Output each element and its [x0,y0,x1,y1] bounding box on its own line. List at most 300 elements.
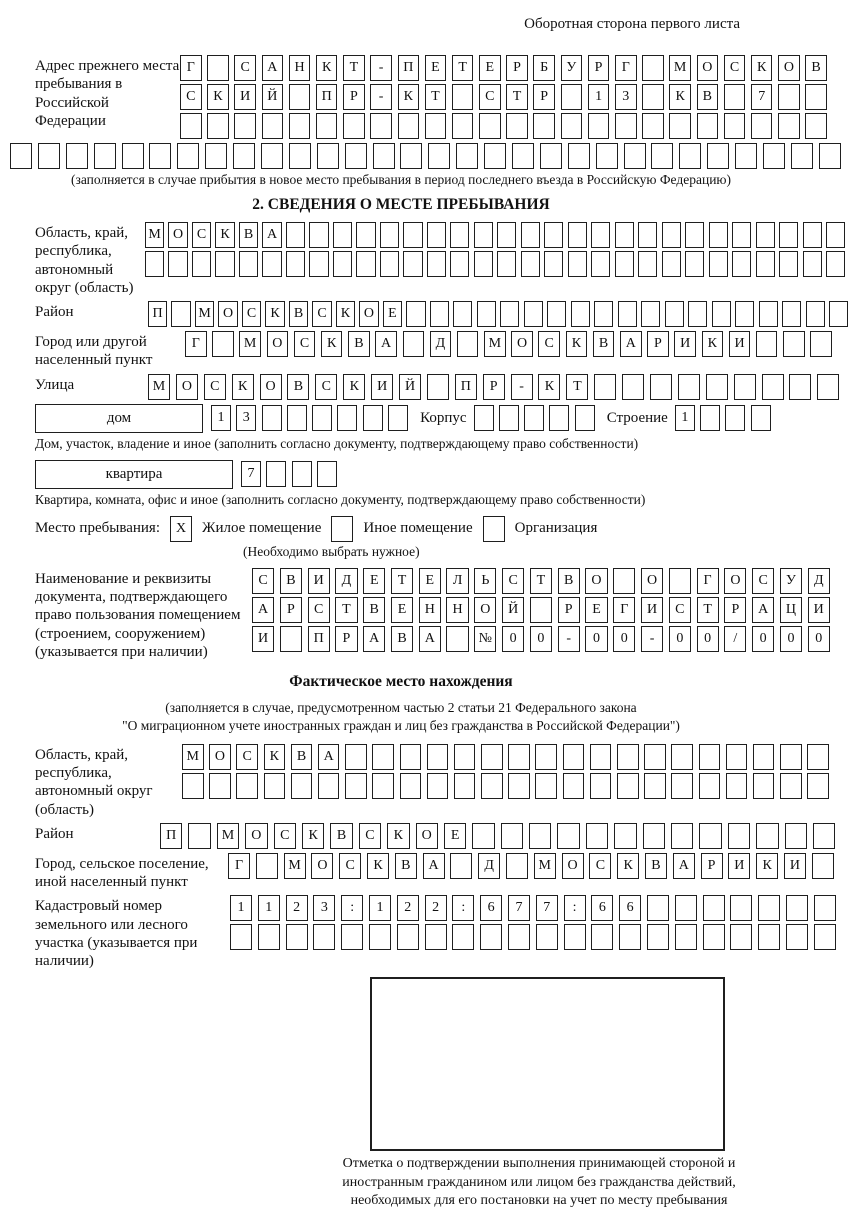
char-box: М [145,222,164,248]
char-box [756,251,775,277]
char-box [807,744,829,770]
char-box: И [808,597,830,623]
char-box: : [452,895,474,921]
char-box: 0 [502,626,524,652]
char-box: - [558,626,580,652]
char-box: О [585,568,607,594]
char-box [356,251,375,277]
region-3-label: Область, край, республика, автономный округ (область) [35,746,153,818]
char-box [678,374,700,400]
stay-type-label: Место пребывания: [35,520,160,537]
char-box: О [724,568,746,594]
char-box: С [502,568,524,594]
char-box [400,773,422,799]
char-box: В [239,222,258,248]
stay-type-line [35,516,792,542]
char-box: К [207,84,229,110]
char-box [356,222,375,248]
char-box [280,626,302,652]
char-row-cadastre-2 [230,924,836,950]
char-box: С [538,331,560,357]
char-box [309,222,328,248]
char-box: С [339,853,361,879]
char-box: Т [566,374,588,400]
char-box: А [262,222,281,248]
char-box: Р [506,55,528,81]
char-box: 0 [669,626,691,652]
char-box [397,924,419,950]
char-box: А [620,331,642,357]
char-box: О [778,55,800,81]
char-box [292,461,312,487]
char-box: М [195,301,214,327]
char-box: К [566,331,588,357]
char-box: М [239,331,261,357]
char-box [122,143,144,169]
char-box: : [564,895,586,921]
char-box: 2 [397,895,419,921]
char-row-region3-2 [182,773,829,799]
char-box: Т [506,84,528,110]
char-box: О [511,331,533,357]
section3-title: Фактическое место нахождения [289,673,513,691]
char-box: К [756,853,778,879]
char-box: Е [391,597,413,623]
char-box: 7 [536,895,558,921]
char-box: К [387,823,409,849]
char-box [671,744,693,770]
section3-note1: (заполняется в случае, предусмотренном частью 2 статьи 21 Федерального закона [165,700,637,716]
char-box: И [308,568,330,594]
char-box: Е [419,568,441,594]
char-box [205,143,227,169]
char-box [343,113,365,139]
char-box [403,331,425,357]
char-row-doc-2 [252,597,830,623]
char-box: Р [588,55,610,81]
char-box [521,251,540,277]
char-box: - [370,84,392,110]
header-note: Оборотная сторона первого листа [524,16,740,32]
char-box [506,853,528,879]
char-box [403,251,422,277]
char-box [341,924,363,950]
char-box [728,823,750,849]
char-box [590,744,612,770]
city-3-label: Город, сельское поселение, иной населенный пункт [35,855,209,891]
char-box [450,251,469,277]
char-box [316,113,338,139]
char-box [398,113,420,139]
char-box [309,251,328,277]
char-box [145,251,164,277]
char-box [266,461,286,487]
char-box [481,773,503,799]
checkbox-organization [483,516,505,542]
char-row-prev-3 [180,113,827,139]
char-box [642,113,664,139]
char-box: 3 [615,84,637,110]
char-box [192,251,211,277]
char-box [814,895,836,921]
char-box [446,626,468,652]
char-box [549,405,569,431]
char-box [501,823,523,849]
char-box: О [641,568,663,594]
char-box: К [367,853,389,879]
char-box: 6 [480,895,502,921]
char-box [557,823,579,849]
char-box [785,823,807,849]
field-prev-address [35,55,821,139]
char-box [233,143,255,169]
char-box: Н [446,597,468,623]
char-box [337,405,357,431]
section2-title: 2. СВЕДЕНИЯ О МЕСТЕ ПРЕБЫВАНИЯ [252,196,550,213]
district-label: Район [35,304,74,321]
char-box: Т [452,55,474,81]
char-box [524,301,543,327]
char-box [372,744,394,770]
char-box [177,143,199,169]
char-box [814,924,836,950]
char-box [591,251,610,277]
char-box [403,222,422,248]
char-box: А [363,626,385,652]
char-box [427,251,446,277]
char-box [563,773,585,799]
char-box: И [252,626,274,652]
char-box: П [398,55,420,81]
char-box [647,924,669,950]
char-box: А [673,853,695,879]
char-box [669,568,691,594]
char-box [38,143,60,169]
char-box: П [148,301,167,327]
char-box [406,301,425,327]
char-box [427,773,449,799]
char-box [807,773,829,799]
char-box: Е [383,301,402,327]
char-box: П [455,374,477,400]
char-box [66,143,88,169]
char-box [180,113,202,139]
char-box: В [391,626,413,652]
char-box [450,853,472,879]
char-box [544,222,563,248]
char-box: О [176,374,198,400]
char-box [286,924,308,950]
char-box [586,823,608,849]
char-box: С [204,374,226,400]
char-box [829,301,848,327]
char-box: В [558,568,580,594]
char-box [380,222,399,248]
apartment-label-box: квартира [35,460,233,489]
char-box: С [252,568,274,594]
field-district [35,301,792,327]
char-box [730,924,752,950]
char-box [474,405,494,431]
char-box: А [423,853,445,879]
char-box: А [375,331,397,357]
char-box [427,222,446,248]
char-box: А [252,597,274,623]
char-box: В [697,84,719,110]
char-box: В [363,597,385,623]
char-box [500,301,519,327]
char-box: Г [697,568,719,594]
char-box [763,143,785,169]
char-box: С [315,374,337,400]
district-3-label: Район [35,825,74,842]
char-box [425,924,447,950]
char-row-doc-1 [252,568,830,594]
char-box [699,773,721,799]
char-box [508,924,530,950]
char-box: Р [558,597,580,623]
char-box [286,251,305,277]
char-box [535,744,557,770]
char-box: М [669,55,691,81]
char-row-stroenie [675,405,771,431]
char-box: М [148,374,170,400]
char-box [618,301,637,327]
char-box: И [729,331,751,357]
char-box [535,773,557,799]
char-box [826,222,845,248]
char-box [699,744,721,770]
char-box: О [474,597,496,623]
char-box [533,113,555,139]
char-box [675,895,697,921]
char-box [730,895,752,921]
char-box: С [589,853,611,879]
char-box: В [287,374,309,400]
char-box [617,773,639,799]
document-label: Наименование и реквизиты документа, подтверждающего право пользования помещением (строением, сооружением) (указывается при наличии) [35,570,241,660]
char-box [647,895,669,921]
char-box: К [215,222,234,248]
char-box [345,773,367,799]
char-box: 0 [752,626,774,652]
char-box: 7 [241,461,261,487]
city-label: Город или другой населенный пункт [35,334,153,369]
char-box [803,251,822,277]
char-box: О [218,301,237,327]
char-box: 3 [313,895,335,921]
char-box: О [359,301,378,327]
char-box: 2 [286,895,308,921]
char-box: И [234,84,256,110]
char-box [521,222,540,248]
char-box: В [280,568,302,594]
char-box: О [168,222,187,248]
char-box: Н [289,55,311,81]
char-box: 1 [369,895,391,921]
char-box: Е [444,823,466,849]
char-box [453,301,472,327]
char-box: С [242,301,261,327]
char-box: Й [502,597,524,623]
house-label-box: дом [35,404,203,433]
char-box: У [780,568,802,594]
char-box: В [289,301,308,327]
char-box [262,251,281,277]
char-box: Т [343,55,365,81]
char-box [188,823,210,849]
char-box: О [209,744,231,770]
char-box [430,301,449,327]
char-box [669,113,691,139]
char-box [617,744,639,770]
char-box [707,143,729,169]
char-row-city [185,331,832,357]
char-box: О [562,853,584,879]
char-box [735,143,757,169]
char-box: К [302,823,324,849]
char-box [497,251,516,277]
char-box [149,143,171,169]
char-box [10,143,32,169]
char-box [575,405,595,431]
char-box [544,251,563,277]
char-box [286,222,305,248]
char-box [256,853,278,879]
char-box: И [641,597,663,623]
char-box: 0 [613,626,635,652]
char-box [735,301,754,327]
char-box: П [160,823,182,849]
char-box [497,222,516,248]
char-box: : [341,895,363,921]
char-box: С [308,597,330,623]
apartment-note: Квартира, комната, офис и иное (заполнить согласно документу, подтверждающему право собственности) [35,491,646,507]
char-box [751,113,773,139]
char-box: 1 [211,405,231,431]
char-box [778,113,800,139]
char-row-region-1 [145,222,845,248]
char-box [709,222,728,248]
char-box: Т [425,84,447,110]
char-box [373,143,395,169]
char-box: В [330,823,352,849]
char-box: 1 [588,84,610,110]
street-label: Улица [35,376,75,393]
char-box: Д [430,331,452,357]
char-box: К [617,853,639,879]
char-row-house [211,405,408,431]
char-box [706,374,728,400]
char-box [779,251,798,277]
char-box [619,924,641,950]
char-box [262,113,284,139]
char-row-prev-2 [180,84,827,110]
char-box [454,773,476,799]
char-box [732,251,751,277]
char-box [333,251,352,277]
char-box [642,55,664,81]
char-row-prev-4 [10,143,792,169]
char-box [182,773,204,799]
char-box [622,374,644,400]
char-box [563,744,585,770]
char-box [236,773,258,799]
char-box [703,895,725,921]
char-box [759,301,778,327]
char-box [264,773,286,799]
char-box [615,113,637,139]
char-box: Н [419,597,441,623]
char-box: В [291,744,313,770]
char-box [363,405,383,431]
char-box [512,143,534,169]
char-box: К [751,55,773,81]
char-box [454,744,476,770]
char-box [786,895,808,921]
char-box [789,374,811,400]
char-box: П [308,626,330,652]
char-box: А [318,744,340,770]
char-box: Ь [474,568,496,594]
char-box: Г [615,55,637,81]
apartment-line [35,460,792,489]
char-box: 3 [236,405,256,431]
char-box [638,251,657,277]
char-box [726,773,748,799]
char-row-prev-1 [180,55,827,81]
char-box: Б [533,55,555,81]
char-box [624,143,646,169]
char-box: - [370,55,392,81]
char-box: Е [479,55,501,81]
char-box [826,251,845,277]
char-box [400,143,422,169]
char-box [778,84,800,110]
char-box: 6 [591,895,613,921]
char-box: М [217,823,239,849]
char-box [312,405,332,431]
char-box: К [702,331,724,357]
char-box: С [479,84,501,110]
char-box [791,143,813,169]
char-box [779,222,798,248]
char-box [427,374,449,400]
char-box [812,853,834,879]
prev-address-note: (заполняется в случае прибытия в новое место пребывания в период последнего въезда в Российскую Федерацию) [70,172,732,187]
char-box [703,924,725,950]
char-box [289,84,311,110]
char-row-district3 [160,823,835,849]
char-box [753,744,775,770]
char-box [810,331,832,357]
char-box: Г [228,853,250,879]
char-box [751,405,771,431]
char-box [806,301,825,327]
char-box [671,773,693,799]
char-box [524,405,544,431]
char-box [662,222,681,248]
char-box: К [538,374,560,400]
house-note: Дом, участок, владение и иное (заполнить согласно документу, подтверждающему право собственности) [35,435,639,451]
char-box [474,251,493,277]
char-box: 0 [780,626,802,652]
char-box [481,744,503,770]
char-box [734,374,756,400]
prev-address-label: Адрес прежнего места пребывания в Российской Федерации [35,58,180,129]
char-box: Т [335,597,357,623]
char-box: Г [185,331,207,357]
